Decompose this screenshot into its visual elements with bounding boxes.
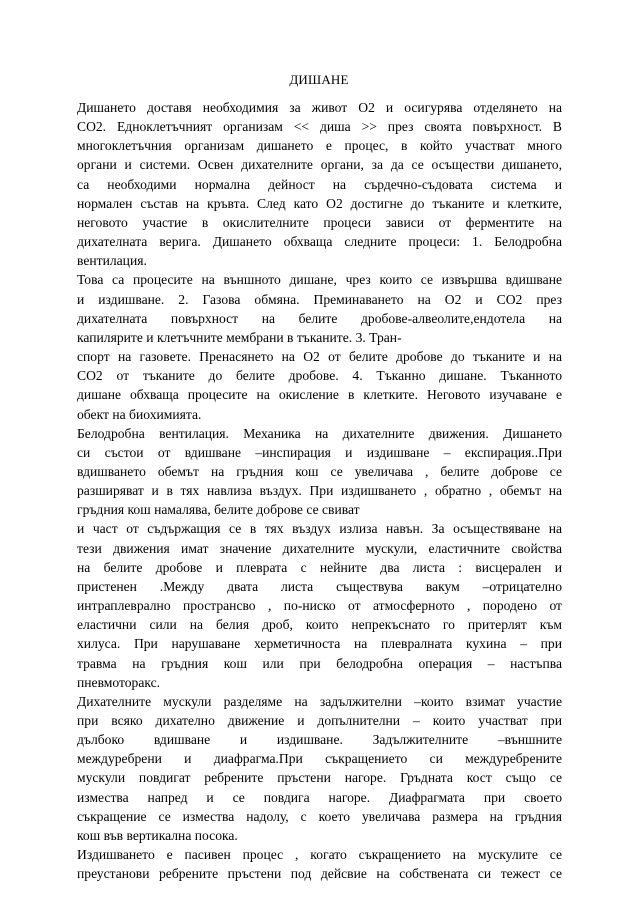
text-line: многоклетъчния организам дишането е процес, в който участват много [77,138,562,154]
text-line: Издишването е пасивен процес , когато съкращението на мускулите се [77,847,562,863]
text-line: вентилация. [77,253,147,269]
text-line: органи и системи. Освен дихателните органи, за да се осъществи дишането, [77,157,562,173]
text-line: вдишването обемът на гръдния кош се увеличава , белите доброве се [77,463,562,479]
text-line: съкращение се измества надолу, с което увеличава размера на гръдния [77,808,562,824]
text-line: са необходими нормална дейност на сърдечно-съдовата система и [77,176,562,192]
text-line: хилуса. При нарушаване херметичноста на плевралната кухина – при [77,636,562,652]
text-line: междуребрени и диафрагма.При съкращението си междуребрените [77,751,562,767]
text-line: интраплеврално пространсво , по-ниско от атмосферното , породено от [77,598,562,614]
text-line: кош във вертикална посока. [77,827,238,843]
text-line: разширяват и в тях навлиза въздух. При издишването , обратно , обемът на [77,483,562,499]
text-line: СО2. Едноклетъчният организам << диша >> през своята повърхност. В [77,119,562,135]
text-line: еластични сили на белия дроб, които непрекъснато го притерлят към [77,617,562,633]
text-line: дишане обхваща процесите на окисление в клетките. Неговото изучаване е [77,387,562,403]
text-line: измества напред и се повдига нагоре. Диафрагмата при своето [77,789,562,805]
text-line: обект на биохимията. [77,406,202,422]
text-line: пневмоторакс. [77,674,161,690]
text-line: Белодробна вентилация. Механика на дихателните движения. Дишането [77,425,562,441]
text-line: неговото участие в окислителните процеси зависи от ферментите на [77,214,562,230]
text-line: спорт на газовете. Пренасянето на О2 от белите дробове до тъканите и на [77,349,562,365]
text-line: при всяко дихателно движение и допълнителни – които участват при [77,713,562,728]
text-line: нормален състав на кръвта. След като О2 достигне до тъканите и клетките, [77,195,562,211]
text-line: си състои от вдишване –инспирация и издишване – експирация..При [77,444,562,460]
document-body [77,98,562,883]
text-line: капилярите и клетъчните мембрани в тъканите. 3. Тран- [77,329,402,345]
text-line: преустанови ребрените пръстени под дейсвие на собствената си тежест се [77,866,562,882]
text-line: на белите дробове и плеврата с нейните два листа : висцерален и [77,559,562,575]
text-line: дихателната верига. Дишането обхваща следните процеси: 1. Белодробна [77,234,562,250]
document-title: ДИШАНЕ [289,72,349,87]
text-line: Дихателните мускули разделяме на задължителни –които взимат участие [77,693,562,709]
text-line: Дишането доставя необходимия за живот О2 и осигурява отделянето на [77,100,562,115]
text-line: Това са процесите на външното дишане, чрез които се извършва вдишване [77,272,562,288]
text-line: тези движения имат значение дихателните мускули, еластичните свойства [77,540,562,556]
text-line: пристенен .Между двата листа съществува вакум –отрицателно [77,578,562,594]
text-line: и издишване. 2. Газова обмяна. Преминаването на О2 и СО2 през [77,291,562,307]
text-line: гръдния кош намалява, белите доброве се свиват [77,502,360,518]
text-line: травма на гръдния кош или при белодробна операция – настъпва [77,655,562,671]
text-line: и част от съдържащия се в тях въздух излиза навън. За осъществяване на [77,521,562,537]
text-line: дълбоко вдишване и издишване. Задължителните –външните [77,732,562,748]
text-line: СО2 от тъканите до белите дробове. 4. Тъканно дишане. Тъканното [77,368,562,384]
text-line: дихателната повърхност на белите дробове-алвеолите,ендотела на [77,310,562,326]
text-line: мускули повдигат ребрените пръстени нагоре. Гръдната кост също се [77,770,562,786]
